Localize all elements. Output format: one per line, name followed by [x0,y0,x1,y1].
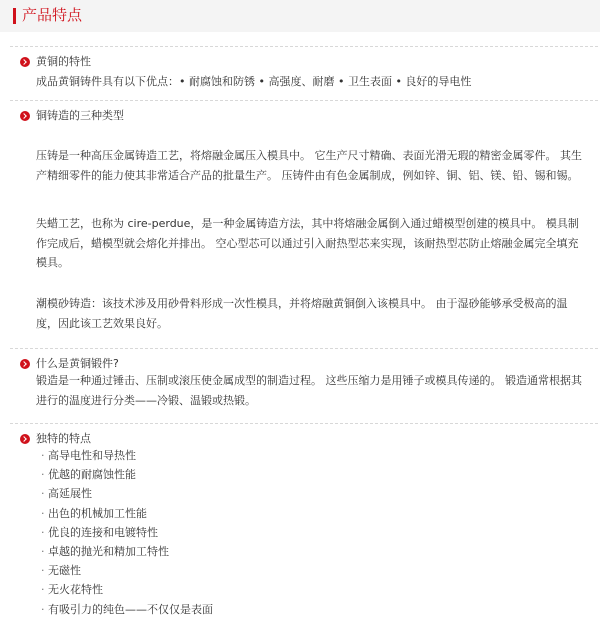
divider [10,423,598,424]
page-title: 产品特点 [22,6,83,24]
chevron-right-icon [20,359,30,369]
divider [10,100,598,101]
list-item: · 优越的耐腐蚀性能 [44,465,213,484]
divider [10,46,598,47]
divider [10,348,598,349]
section-title-unique-features: 独特的特点 [36,432,91,445]
chevron-right-icon [20,434,30,444]
section-text-brass-properties: 成品黄铜铸件具有以下优点：• 耐腐蚀和防锈 • 高强度、耐磨 • 卫生表面 • 良好的导电性 [36,75,472,88]
header-accent-bar [13,8,16,24]
section-title-brass-properties: 黄铜的特性 [36,55,91,68]
list-item: · 出色的机械加工性能 [44,504,213,523]
list-item: · 无火花特性 [44,580,213,599]
list-item: · 高延展性 [44,484,213,503]
list-item: · 优良的连接和电镀特性 [44,523,213,542]
section-title-brass-forging: 什么是黄铜锻件? [36,357,119,370]
paragraph-lost-wax: 失蜡工艺，也称为 cire-perdue，是一种金属铸造方法，其中将熔融金属倒入通过蜡模型创建的模具中。 模具制作完成后，蜡模型就会熔化并排出。 空心型芯可以通过引入耐热型芯来实现，该耐热型芯防止熔融金属完全填充模具。 [36,217,579,269]
chevron-right-icon [20,57,30,67]
paragraph-forging: 锻造是一种通过锤击、压制或滚压使金属成型的制造过程。 这些压缩力是用锤子或模具传递的。 锻造通常根据其进行的温度进行分类——冷锻、温锻或热锻。 [36,374,582,407]
feature-list [44,446,213,619]
paragraph-die-casting: 压铸是一种高压金属铸造工艺，将熔融金属压入模具中。 它生产尺寸精确、表面光滑无瑕的精密金属零件。 其生产精细零件的能力使其非常适合产品的批量生产。 压铸件由有色金属制成，例如锌、铜、铝、镁、铅、锡和锡。 [36,149,582,182]
chevron-right-icon [20,111,30,121]
section-header [0,0,600,32]
list-item: · 无磁性 [44,561,213,580]
list-item: · 卓越的抛光和精加工特性 [44,542,213,561]
list-item: · 高导电性和导热性 [44,446,213,465]
list-item: · 有吸引力的纯色——不仅仅是表面 [44,600,213,619]
paragraph-green-sand: 潮模砂铸造：该技术涉及用砂骨料形成一次性模具，并将熔融黄铜倒入该模具中。 由于湿砂能够承受极高的温度，因此该工艺效果良好。 [36,297,568,330]
section-title-casting-types: 铜铸造的三种类型 [36,109,124,122]
